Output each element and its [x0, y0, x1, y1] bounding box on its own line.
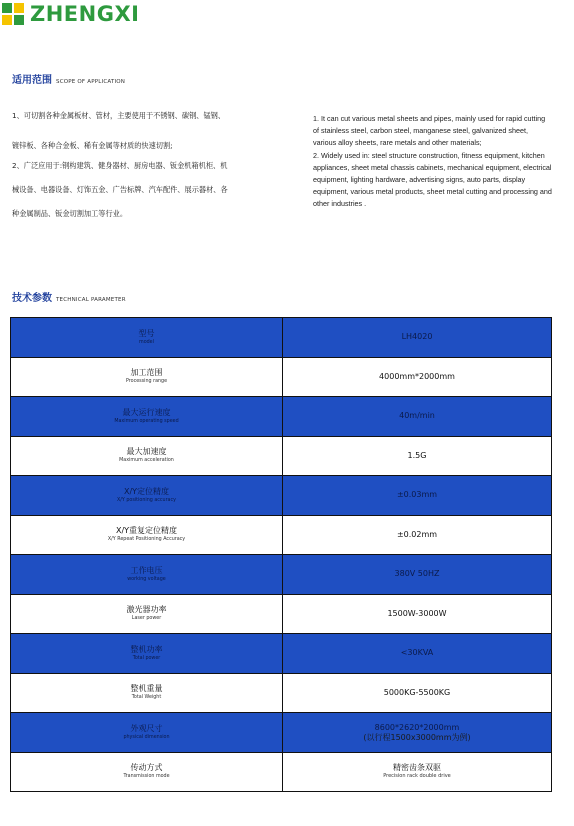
- param-value: ±0.03mm: [396, 490, 438, 500]
- param-value-cell: [283, 436, 552, 476]
- param-value-cell: [283, 357, 552, 397]
- param-label-en: working voltage: [127, 576, 166, 582]
- param-value: LH4020: [401, 332, 433, 342]
- application-cn-line: 镀锌板、各种合金板、稀有金属等材质的快速切割;: [12, 141, 173, 150]
- param-label-cell: [11, 673, 283, 713]
- param-value-cell: [283, 673, 552, 713]
- param-value-cell: [283, 594, 552, 634]
- param-value: 精密齿条双驱: [393, 763, 441, 773]
- param-value: <30KVA: [400, 648, 434, 658]
- param-label-cn: X/Y重复定位精度: [115, 526, 178, 536]
- param-value-cell: [283, 318, 552, 358]
- application-heading: [12, 71, 125, 86]
- param-value: 8600*2620*2000mm: [374, 722, 460, 732]
- param-label-cell: [11, 634, 283, 674]
- application-text-en: [313, 113, 553, 211]
- param-value-cell: [283, 515, 552, 555]
- table-row: [11, 673, 552, 713]
- application-cn-line: 种金属制品、钣金切割加工等行业。: [12, 209, 128, 218]
- param-label-en: physical dimension: [123, 734, 170, 740]
- param-value-cell: [283, 555, 552, 595]
- application-en-paragraph: 1. It can cut various metal sheets and pipes, mainly used for rapid cutting of stainless steel, carbon steel, manganese steel, galvanized sheet, various alloy sheets, rare metals and other materials;: [313, 114, 546, 148]
- param-label-en: Maximum acceleration: [119, 458, 174, 464]
- application-cn-line: 1、可切割各种金属板材、管材，主要使用于不锈钢、碳钢、锰钢、: [12, 111, 226, 120]
- param-label-cn: 传动方式: [130, 763, 163, 773]
- param-value-en: Precision rack double drive: [383, 773, 451, 780]
- logo-mark-icon: [2, 3, 24, 25]
- param-value: ±0.02mm: [396, 529, 438, 539]
- param-value-cell: [283, 752, 552, 792]
- param-label-en: Total Weight: [131, 695, 162, 701]
- application-cn-line: 械设备、电器设备、灯饰五金、广告标牌、汽车配件、展示器材、各: [12, 185, 228, 194]
- param-label-cell: [11, 436, 283, 476]
- param-label-cell: [11, 594, 283, 634]
- technical-title-cn: 技术参数: [12, 293, 52, 304]
- param-label-cn: 最大加速度: [126, 447, 167, 457]
- table-row: [11, 713, 552, 753]
- param-label-cell: [11, 397, 283, 437]
- param-label-cn: 型号: [138, 328, 155, 338]
- param-value-cell: [283, 397, 552, 437]
- parameter-table: [10, 317, 552, 792]
- param-label-en: Transmission mode: [123, 774, 170, 780]
- param-label-cell: [11, 357, 283, 397]
- param-label-en: Maximum operating speed: [114, 418, 179, 424]
- param-value: 40m/min: [399, 411, 435, 421]
- param-value-cell: [283, 634, 552, 674]
- param-label-cell: [11, 713, 283, 753]
- param-label-cell: [11, 318, 283, 358]
- param-value: 4000mm*2000mm: [379, 371, 455, 381]
- param-value-cell: [283, 713, 552, 753]
- application-title-en: SCOPE OF APPLICATION: [56, 79, 126, 85]
- table-row: [11, 555, 552, 595]
- param-label-en: X/Y positioning accuracy: [117, 497, 176, 503]
- param-label-cn: 工作电压: [130, 565, 163, 575]
- param-label-cn: 最大运行速度: [122, 407, 171, 417]
- brand-name: ZHENGXI: [30, 2, 140, 26]
- param-label-cn: 整机功率: [130, 644, 163, 654]
- param-value: 1.5G: [407, 450, 427, 460]
- param-value: 380V 50HZ: [394, 569, 440, 579]
- param-label-en: model: [139, 339, 154, 345]
- param-label-cn: 激光器功率: [126, 605, 167, 615]
- table-row: [11, 634, 552, 674]
- technical-heading: [12, 289, 126, 304]
- param-label-cn: 外观尺寸: [130, 723, 163, 733]
- param-label-en: Processing range: [125, 379, 168, 385]
- param-value: 5000KG-5500KG: [383, 687, 451, 697]
- table-row: [11, 436, 552, 476]
- param-label-en: X/Y Repeat Positioning Accuracy: [107, 537, 186, 543]
- technical-title-en: TECHNICAL PARAMETER: [56, 297, 126, 303]
- application-title-cn: 适用范围: [12, 75, 52, 86]
- param-label-cell: [11, 555, 283, 595]
- table-row: [11, 752, 552, 792]
- param-value-note: (以行程1500x3000mm为例): [363, 732, 471, 742]
- param-value-cell: [283, 476, 552, 516]
- param-label-en: Total power: [132, 655, 161, 661]
- table-row: [11, 318, 552, 358]
- table-row: [11, 594, 552, 634]
- param-label-en: Laser power: [131, 616, 162, 622]
- param-label-cell: [11, 752, 283, 792]
- param-label-cell: [11, 476, 283, 516]
- param-label-cn: 加工范围: [130, 368, 163, 378]
- param-label-cn: X/Y定位精度: [123, 486, 170, 496]
- table-row: [11, 476, 552, 516]
- table-row: [11, 515, 552, 555]
- param-label-cn: 整机重量: [130, 684, 163, 694]
- param-label-cell: [11, 515, 283, 555]
- brand-logo: [2, 1, 139, 27]
- application-cn-line: 2、广泛应用于:钢构建筑、健身器材、厨房电器、钣金机箱机柜、机: [12, 161, 228, 170]
- table-row: [11, 357, 552, 397]
- application-en-paragraph: 2. Widely used in: steel structure construction, fitness equipment, kitchen appliances, sheet metal chassis cabinets, mechanical equipment, electrical equipment, lighting hardware, advertising signs, auto parts, display equipment, various metal products, sheet metal cutting and processing and other industries .: [313, 150, 552, 209]
- table-row: [11, 397, 552, 437]
- param-value: 1500W-3000W: [387, 608, 447, 618]
